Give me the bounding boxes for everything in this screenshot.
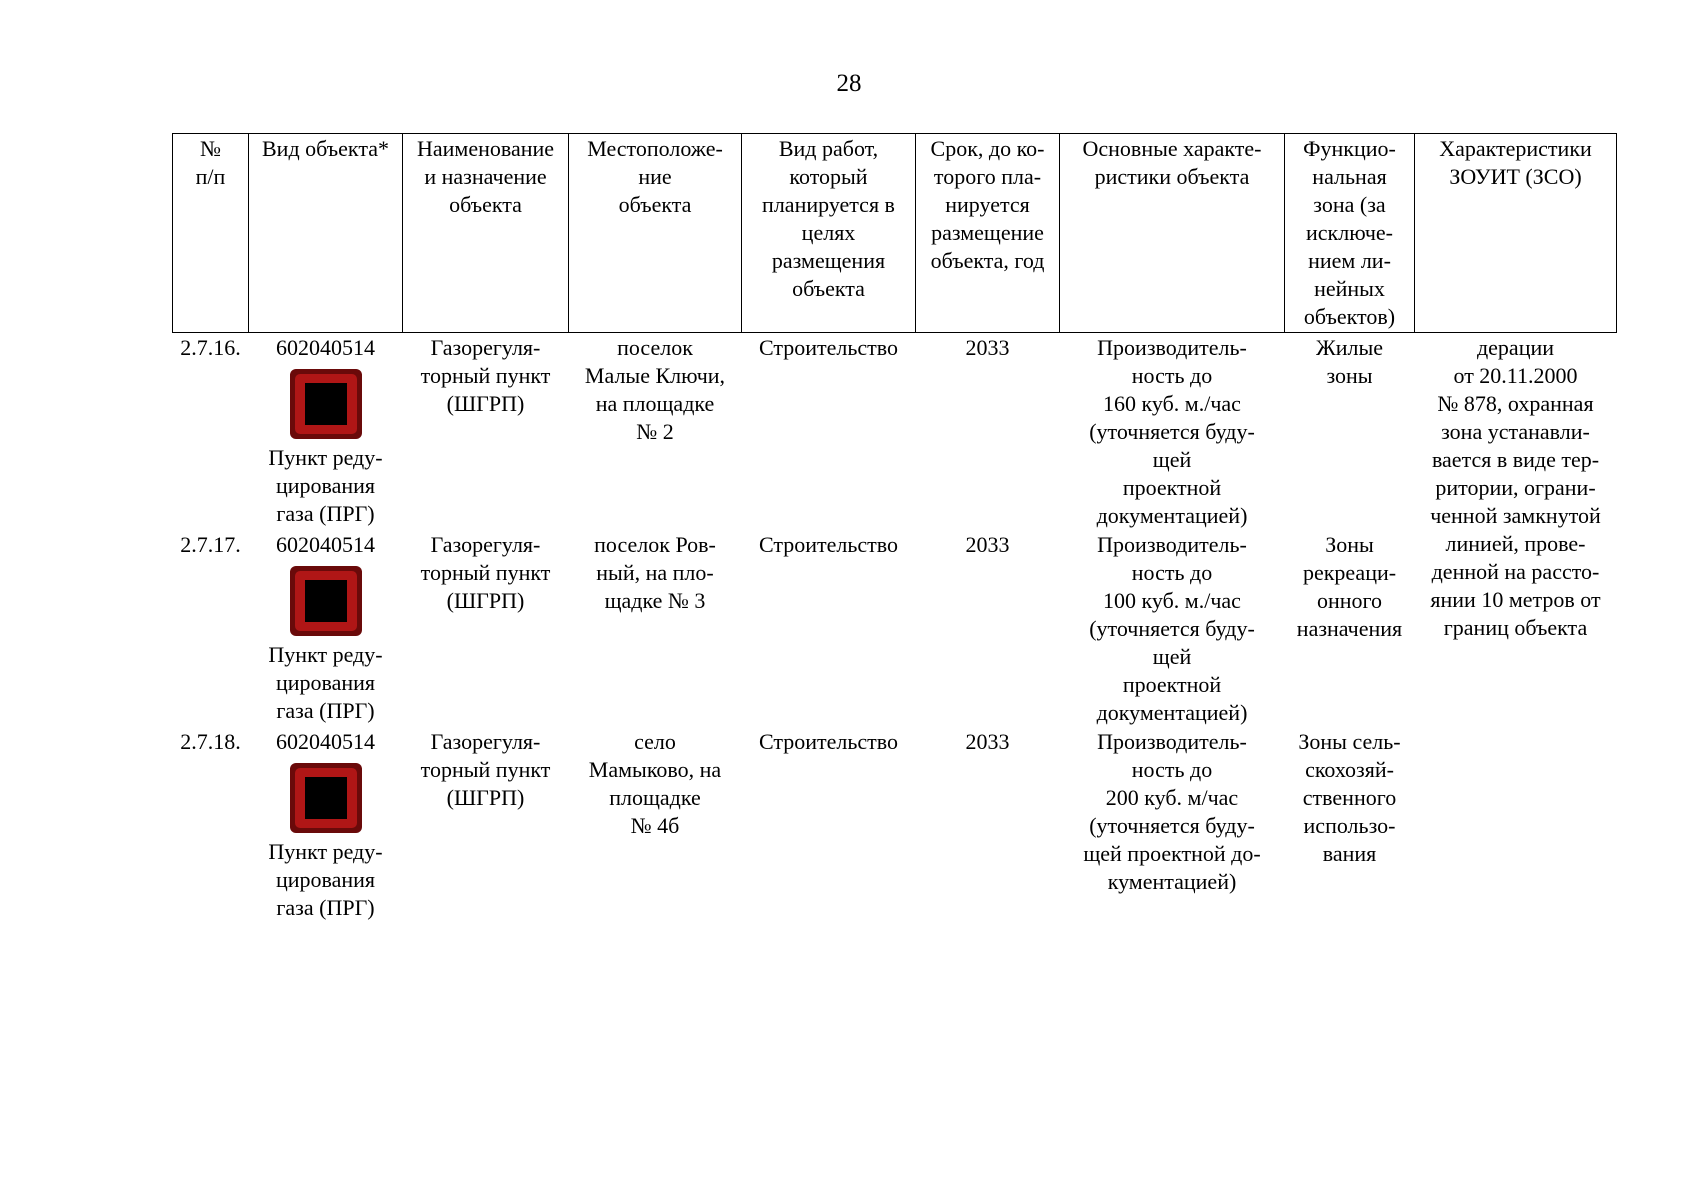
object-name: Газорегуля- торный пункт (ШГРП) bbox=[420, 532, 551, 613]
deadline-year: 2033 bbox=[965, 729, 1010, 754]
table-row bbox=[173, 530, 1617, 727]
object-kind-name: Пункт реду- цирования газа (ПРГ) bbox=[268, 642, 383, 723]
header-work-type: Вид работ, который планируется в целях размещения объекта bbox=[742, 134, 916, 333]
header-functional-zone: Функцио- нальная зона (за исключе- нием ли- нейных объектов) bbox=[1285, 134, 1415, 333]
header-num: № п/п bbox=[173, 134, 249, 333]
table-row bbox=[173, 727, 1617, 922]
header-object-name: Наименование и назначение объекта bbox=[403, 134, 569, 333]
object-kind-cell bbox=[249, 530, 403, 727]
object-kind-code: 602040514 bbox=[276, 729, 375, 754]
object-kind-name: Пункт реду- цирования газа (ПРГ) bbox=[268, 839, 383, 920]
header-zouit: Характеристики ЗОУИТ (ЗСО) bbox=[1415, 134, 1617, 333]
object-kind-cell bbox=[249, 333, 403, 531]
object-kind-cell bbox=[249, 727, 403, 922]
table-header bbox=[173, 134, 1617, 333]
row-num: 2.7.16. bbox=[180, 335, 241, 360]
row-num: 2.7.18. bbox=[180, 729, 241, 754]
object-location: поселок Ров- ный, на пло- щадке № 3 bbox=[594, 532, 716, 613]
object-location: село Мамыково, на площадке № 4б bbox=[588, 729, 722, 838]
objects-table bbox=[172, 133, 1617, 922]
deadline-year: 2033 bbox=[965, 335, 1010, 360]
object-kind-name: Пункт реду- цирования газа (ПРГ) bbox=[268, 445, 383, 526]
work-type: Строительство bbox=[758, 335, 899, 360]
work-type: Строительство bbox=[758, 532, 899, 557]
deadline-year: 2033 bbox=[965, 532, 1010, 557]
object-location: поселок Малые Ключи, на площадке № 2 bbox=[584, 335, 726, 444]
functional-zone: Зоны рекреаци- онного назначения bbox=[1296, 532, 1403, 641]
object-characteristics: Производитель- ность до 100 куб. м./час (уточняется буду- щей проектной документацией) bbox=[1089, 532, 1255, 725]
row-num: 2.7.17. bbox=[180, 532, 241, 557]
gas-reduction-point-icon bbox=[289, 762, 363, 834]
object-name: Газорегуля- торный пункт (ШГРП) bbox=[420, 729, 551, 810]
gas-reduction-point-icon bbox=[289, 565, 363, 637]
header-location: Местоположе- ние объекта bbox=[569, 134, 742, 333]
functional-zone: Жилые зоны bbox=[1315, 335, 1383, 388]
table-row bbox=[173, 333, 1617, 531]
object-characteristics: Производитель- ность до 200 куб. м/час (уточняется буду- щей проектной до- кументацией) bbox=[1083, 729, 1261, 894]
zouit-characteristics: дерации от 20.11.2000 № 878, охранная зона устанавли- вается в виде тер- ритории, ограни- ченной замкнутой линией, прове- денной на рассто- янии 10 метров от границ объекта bbox=[1430, 335, 1601, 640]
object-kind-code: 602040514 bbox=[276, 335, 375, 360]
functional-zone: Зоны сель- скохозяй- ственного использо- вания bbox=[1298, 729, 1401, 866]
gas-reduction-point-icon bbox=[289, 368, 363, 440]
header-deadline-year: Срок, до ко- торого пла- нируется размещение объекта, год bbox=[916, 134, 1060, 333]
header-object-kind: Вид объекта* bbox=[249, 134, 403, 333]
header-characteristics: Основные характе- ристики объекта bbox=[1060, 134, 1285, 333]
page-number: 28 bbox=[836, 70, 862, 97]
object-name: Газорегуля- торный пункт (ШГРП) bbox=[420, 335, 551, 416]
work-type: Строительство bbox=[758, 729, 899, 754]
object-characteristics: Производитель- ность до 160 куб. м./час (уточняется буду- щей проектной документацией) bbox=[1089, 335, 1255, 528]
object-kind-code: 602040514 bbox=[276, 532, 375, 557]
